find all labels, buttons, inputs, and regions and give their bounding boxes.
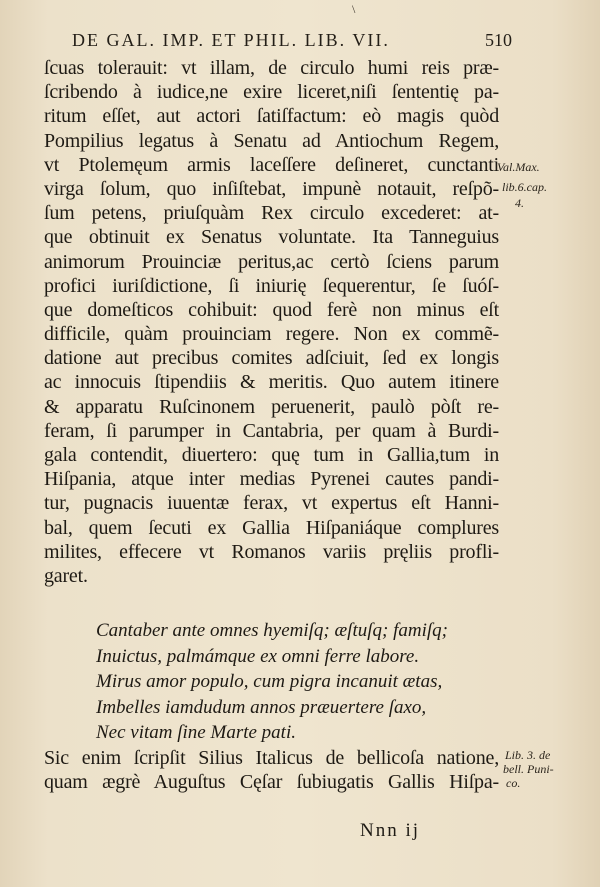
text-line: ſcribendo à iudice,ne exire liceret,niſi ſententię pa- bbox=[44, 81, 499, 104]
text-line: gala contendit, diuertero: quę tum in Gallia,tum in bbox=[44, 444, 499, 466]
text-line: garet. bbox=[44, 564, 88, 587]
margin-note-line: Lib. 3. de bbox=[505, 748, 551, 762]
text-line: Pompilius legatus à Senatu ad Antiochum Regem, bbox=[44, 129, 499, 152]
margin-note-line: lib.6.cap. bbox=[502, 180, 547, 194]
text-line: ſcuas tolerauit: vt illam, de circulo humi reis præ- bbox=[44, 57, 499, 79]
text-line: que obtinuit ex Senatus voluntate. Ita Tanneguius bbox=[44, 226, 499, 249]
fold-mark: \ bbox=[352, 2, 356, 16]
verse-line: Cantaber ante omnes hyemiſq; æſtuſq; famiſq; bbox=[96, 620, 448, 641]
verse-line: Inuictus, palmámque ex omni ferre labore. bbox=[96, 645, 420, 667]
text-line: animorum Prouinciæ peritus,ac certò ſciens parum bbox=[44, 250, 499, 273]
text-line: Hiſpania, atque inter medias Pyrenei cautes pandi- bbox=[44, 468, 499, 491]
margin-note-line: bell. Puni- bbox=[503, 762, 554, 776]
text-line: que domeſticos cohibuit: quod ferè non minus eſt bbox=[44, 298, 499, 321]
text-line: & apparatu Ruſcinonem peruenerit, paulò pòſt re- bbox=[44, 395, 499, 418]
running-title: DE GAL. IMP. ET PHIL. LIB. VII. bbox=[72, 30, 390, 50]
text-line: datione aut precibus comites adſciuit, ſed ex longis bbox=[44, 347, 499, 370]
verse-line: Nec vitam ſine Marte pati. bbox=[96, 722, 296, 743]
text-line: milites, effecere vt Romanos variis pręliis profli- bbox=[44, 540, 499, 563]
text-line: virga ſolum, quo inſiſtebat, impunè notauit, reſpõ- bbox=[44, 177, 499, 200]
text-line: vt Ptolemęum armis laceſſere deſineret, cunctanti bbox=[44, 153, 499, 176]
closing-text bbox=[44, 746, 499, 794]
text-line: ritum eſſet, aut actori ſatiſfactum: eò magis quòd bbox=[44, 105, 499, 128]
text-line: feram, ſi parumper in Cantabria, per quam à Burdi- bbox=[44, 419, 499, 442]
verse-line: Imbelles iamdudum annos præuertere ſaxo, bbox=[96, 696, 427, 718]
page-number: 510 bbox=[485, 30, 512, 50]
verse-quotation bbox=[96, 618, 496, 746]
margin-note-line: 4. bbox=[515, 196, 524, 210]
running-header bbox=[60, 30, 550, 54]
text-line: difficile, quàm prouinciam regere. Non ex commẽ- bbox=[44, 323, 499, 346]
text-line: ſum petens, priuſquàm Rex circulo excederet: at- bbox=[44, 202, 499, 225]
margin-note-line: Val.Max. bbox=[497, 160, 540, 174]
text-line: ac innocuis ſtipendiis & meritis. Quo autem itinere bbox=[44, 371, 499, 394]
margin-note-line: co. bbox=[506, 776, 521, 790]
text-line: tur, pugnacis iuuentæ ferax, vt expertus eſt Hanni- bbox=[44, 492, 499, 515]
main-text bbox=[44, 56, 499, 588]
text-line: bal, quem ſecuti ex Gallia Hiſpaniáque complures bbox=[44, 516, 499, 539]
signature-mark: Nnn ij bbox=[360, 820, 421, 841]
text-line: profici iuriſdictione, ſi iniurię ſequerentur, ſe ſuóſ- bbox=[44, 274, 499, 297]
text-line: quam ægrè Auguſtus Cęſar ſubiugatis Gallis Hiſpa- bbox=[44, 771, 499, 794]
verse-line: Mirus amor populo, cum pigra incanuit ætas, bbox=[96, 671, 443, 692]
text-line: Sic enim ſcripſit Silius Italicus de bellicoſa natione, bbox=[44, 747, 499, 769]
